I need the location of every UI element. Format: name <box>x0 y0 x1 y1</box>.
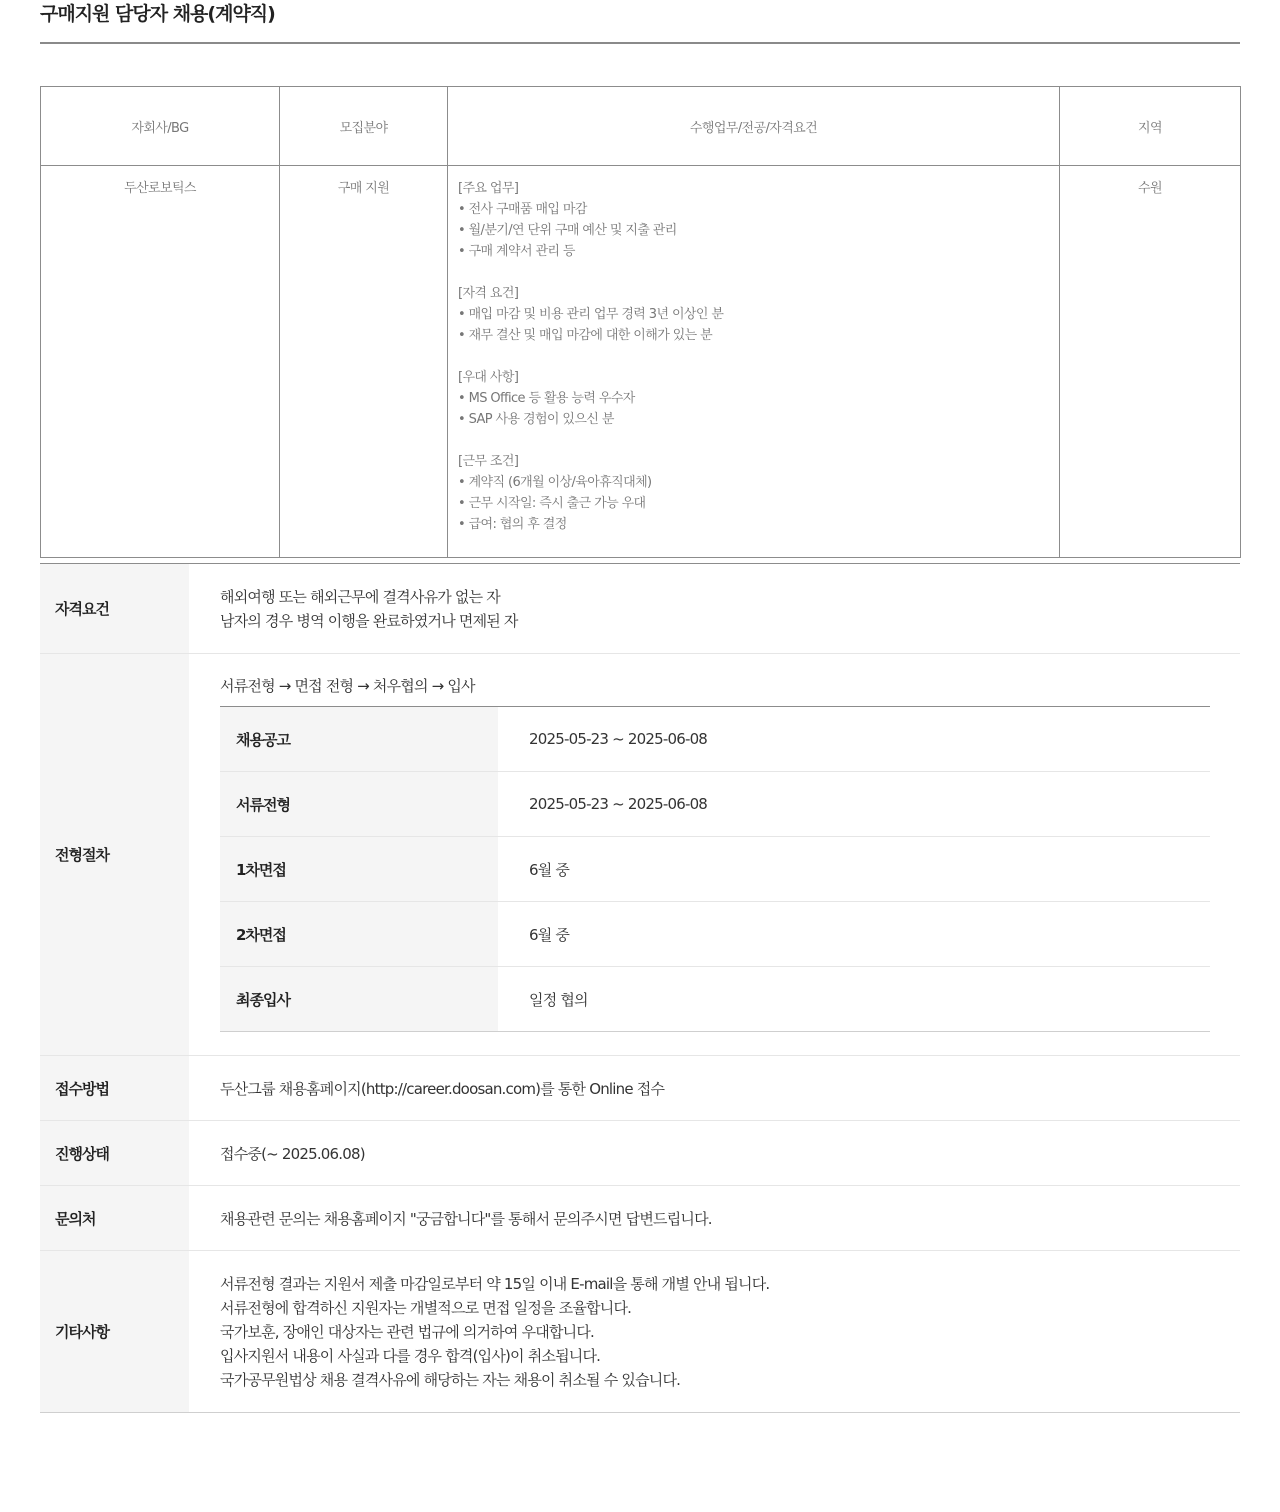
info-label: 전형절차 <box>40 654 189 1055</box>
duty-item: • SAP 사용 경험이 있으신 분 <box>458 412 614 427</box>
etc-line: 국가공무원법상 채용 결격사유에 해당하는 자는 채용이 취소될 수 있습니다. <box>220 1371 681 1389</box>
info-row-etc <box>40 1251 1240 1412</box>
duty-heading: [주요 업무] <box>458 181 519 196</box>
duty-item: • 구매 계약서 관리 등 <box>458 244 575 259</box>
duty-item: • MS Office 등 활용 능력 우수자 <box>458 391 635 406</box>
header-duties: 수행업무/전공/자격요건 <box>448 87 1060 166</box>
schedule-row <box>220 707 1210 772</box>
etc-line: 국가보훈, 장애인 대상자는 관련 법규에 의거하여 우대합니다. <box>220 1323 594 1341</box>
duty-heading: [자격 요건] <box>458 286 519 301</box>
schedule-value: 2025-05-23 ~ 2025-06-08 <box>529 795 708 813</box>
qualification-line: 해외여행 또는 해외근무에 결격사유가 없는 자 <box>220 588 500 606</box>
status-value: 접수중(~ 2025.06.08) <box>220 1144 365 1163</box>
etc-line: 입사지원서 내용이 사실과 다를 경우 합격(입사)이 취소됩니다. <box>220 1347 601 1365</box>
duty-block-conditions <box>458 451 1049 535</box>
schedule-value: 일정 협의 <box>529 990 588 1009</box>
duty-item: • 재무 결산 및 매입 마감에 대한 이해가 있는 분 <box>458 328 713 343</box>
duty-item: • 계약직 (6개월 이상/육아휴직대체) <box>458 475 652 490</box>
job-table <box>40 86 1241 558</box>
info-label: 문의처 <box>40 1186 189 1250</box>
apply-method-value: 두산그룹 채용홈페이지(http://career.doosan.com)를 통한 Online 접수 <box>220 1079 665 1098</box>
job-table-header-row <box>41 87 1241 166</box>
duty-block-preferred <box>458 367 1049 430</box>
schedule-value: 6월 중 <box>529 860 570 879</box>
header-company: 자회사/BG <box>41 87 280 166</box>
info-label: 접수방법 <box>40 1056 189 1120</box>
qualification-line: 남자의 경우 병역 이행을 완료하였거나 면제된 자 <box>220 612 518 630</box>
info-label: 진행상태 <box>40 1121 189 1185</box>
info-row-apply-method <box>40 1056 1240 1121</box>
duty-block-requirements <box>458 283 1049 346</box>
process-flow: 서류전형 → 면접 전형 → 처우협의 → 입사 <box>220 676 1210 707</box>
duty-item: • 매입 마감 및 비용 관리 업무 경력 3년 이상인 분 <box>458 307 724 322</box>
contact-value: 채용관련 문의는 채용홈페이지 "궁금합니다"를 통해서 문의주시면 답변드립니다. <box>220 1209 712 1228</box>
duty-item: • 전사 구매품 매입 마감 <box>458 202 587 217</box>
field-cell: 구매 지원 <box>280 166 448 558</box>
duties-cell <box>448 166 1060 558</box>
info-row-process <box>40 654 1240 1056</box>
info-label: 기타사항 <box>40 1251 189 1412</box>
schedule-value: 6월 중 <box>529 925 570 944</box>
schedule-label: 최종입사 <box>220 967 498 1031</box>
duty-heading: [근무 조건] <box>458 454 519 469</box>
duty-item: • 근무 시작일: 즉시 출근 가능 우대 <box>458 496 646 511</box>
schedule-row <box>220 772 1210 837</box>
schedule-value: 2025-05-23 ~ 2025-06-08 <box>529 730 708 748</box>
etc-line: 서류전형에 합격하신 지원자는 개별적으로 면접 일정을 조율합니다. <box>220 1299 632 1317</box>
duty-heading: [우대 사항] <box>458 370 519 385</box>
info-table <box>40 563 1240 1413</box>
schedule-table <box>220 707 1210 1032</box>
info-row-qualification <box>40 564 1240 654</box>
schedule-row <box>220 967 1210 1032</box>
etc-line: 서류전형 결과는 지원서 제출 마감일로부터 약 15일 이내 E-mail을 통해 개별 안내 됩니다. <box>220 1275 770 1293</box>
schedule-row <box>220 902 1210 967</box>
page-title: 구매지원 담당자 채용(계약직) <box>40 0 1240 44</box>
duty-item: • 월/분기/연 단위 구매 예산 및 지출 관리 <box>458 223 677 238</box>
company-cell: 두산로보틱스 <box>41 166 280 558</box>
header-region: 지역 <box>1060 87 1241 166</box>
region-cell: 수원 <box>1060 166 1241 558</box>
info-value <box>189 654 1240 1055</box>
info-value <box>189 1251 1240 1412</box>
schedule-label: 채용공고 <box>220 707 498 771</box>
duty-item: • 급여: 협의 후 결정 <box>458 517 567 532</box>
info-row-contact <box>40 1186 1240 1251</box>
job-posting <box>40 0 1240 1389</box>
table-row <box>41 166 1241 558</box>
header-field: 모집분야 <box>280 87 448 166</box>
info-label: 자격요건 <box>40 564 189 653</box>
schedule-label: 서류전형 <box>220 772 498 836</box>
duty-block-main <box>458 178 1049 262</box>
schedule-label: 2차면접 <box>220 902 498 966</box>
info-row-status <box>40 1121 1240 1186</box>
schedule-row <box>220 837 1210 902</box>
info-value <box>189 564 1240 653</box>
schedule-label: 1차면접 <box>220 837 498 901</box>
